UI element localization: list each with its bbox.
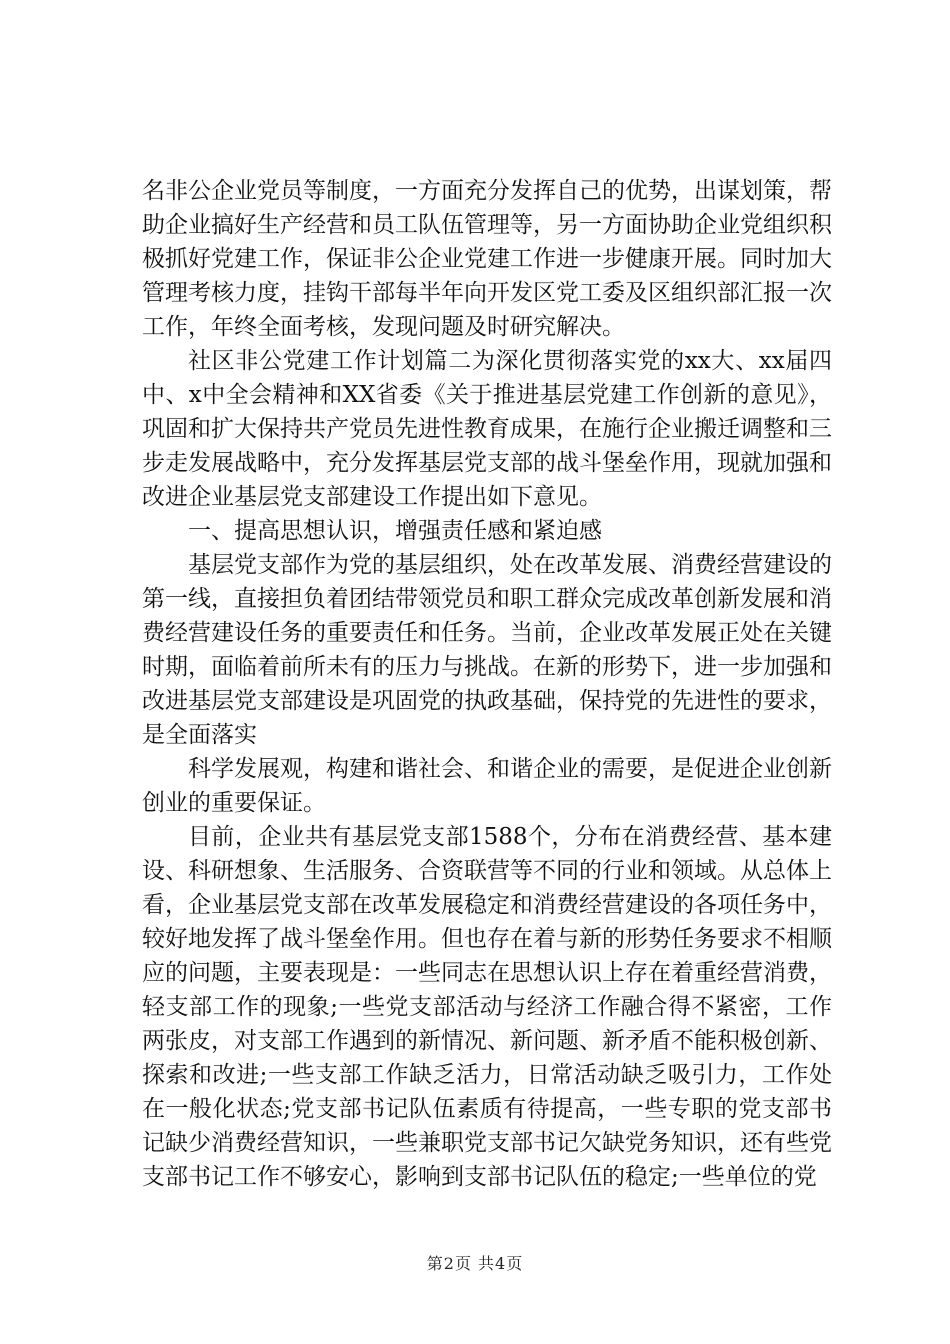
paragraph-4: 科学发展观，构建和谐社会、和谐企业的需要，是促进企业创新创业的重要保证。	[142, 756, 832, 816]
document-body	[142, 174, 832, 1194]
paragraph-1: 名非公企业党员等制度，一方面充分发挥自己的优势，出谋划策，帮助企业搞好生产经营和员工队伍管理等，另一方面协助企业党组织积极抓好党建工作，保证非公企业党建工作进一步健康开展。同时加大管理考核力度，挂钩干部每半年向开发区党工委及区组织部汇报一次工作，年终全面考核，发现问题及时研究解决。	[142, 178, 832, 340]
paragraph-2: 社区非公党建工作计划篇二为深化贯彻落实党的xx大、xx届四中、x中全会精神和XX省委《关于推进基层党建工作创新的意见》，巩固和扩大保持共产党员先进性教育成果，在施行企业搬迁调整和三步走发展战略中，充分发挥基层党支部的战斗堡垒作用，现就加强和改进企业基层党支部建设工作提出如下意见。	[142, 348, 832, 510]
paragraph-3: 基层党支部作为党的基层组织，处在改革发展、消费经营建设的第一线，直接担负着团结带领党员和职工群众完成改革创新发展和消费经营建设任务的重要责任和任务。当前，企业改革发展正处在关键时期，面临着前所未有的压力与挑战。在新的形势下，进一步加强和改进基层党支部建设是巩固党的执政基础，保持党的先进性的要求，是全面落实	[142, 552, 832, 748]
section-heading: 一、提高思想认识，增强责任感和紧迫感	[188, 518, 602, 544]
paragraph-5: 目前，企业共有基层党支部1588个，分布在消费经营、基本建设、科研想象、生活服务、合资联营等不同的行业和领域。从总体上看，企业基层党支部在改革发展稳定和消费经营建设的各项任务中，较好地发挥了战斗堡垒作用。但也存在着与新的形势任务要求不相顺应的问题，主要表现是：一些同志在思想认识上存在着重经营消费，轻支部工作的现象;一些党支部活动与经济工作融合得不紧密，工作两张皮，对支部工作遇到的新情况、新问题、新矛盾不能积极创新、探索和改进;一些支部工作缺乏活力，日常活动缺乏吸引力，工作处在一般化状态;党支部书记队伍素质有待提高，一些专职的党支部书记缺少消费经营知识，一些兼职党支部书记欠缺党务知识，还有些党支部书记工作不够安心，影响到支部书记队伍的稳定;一些单位的党	[142, 824, 832, 1190]
page-number-footer: 第2页 共4页	[426, 1254, 524, 1273]
